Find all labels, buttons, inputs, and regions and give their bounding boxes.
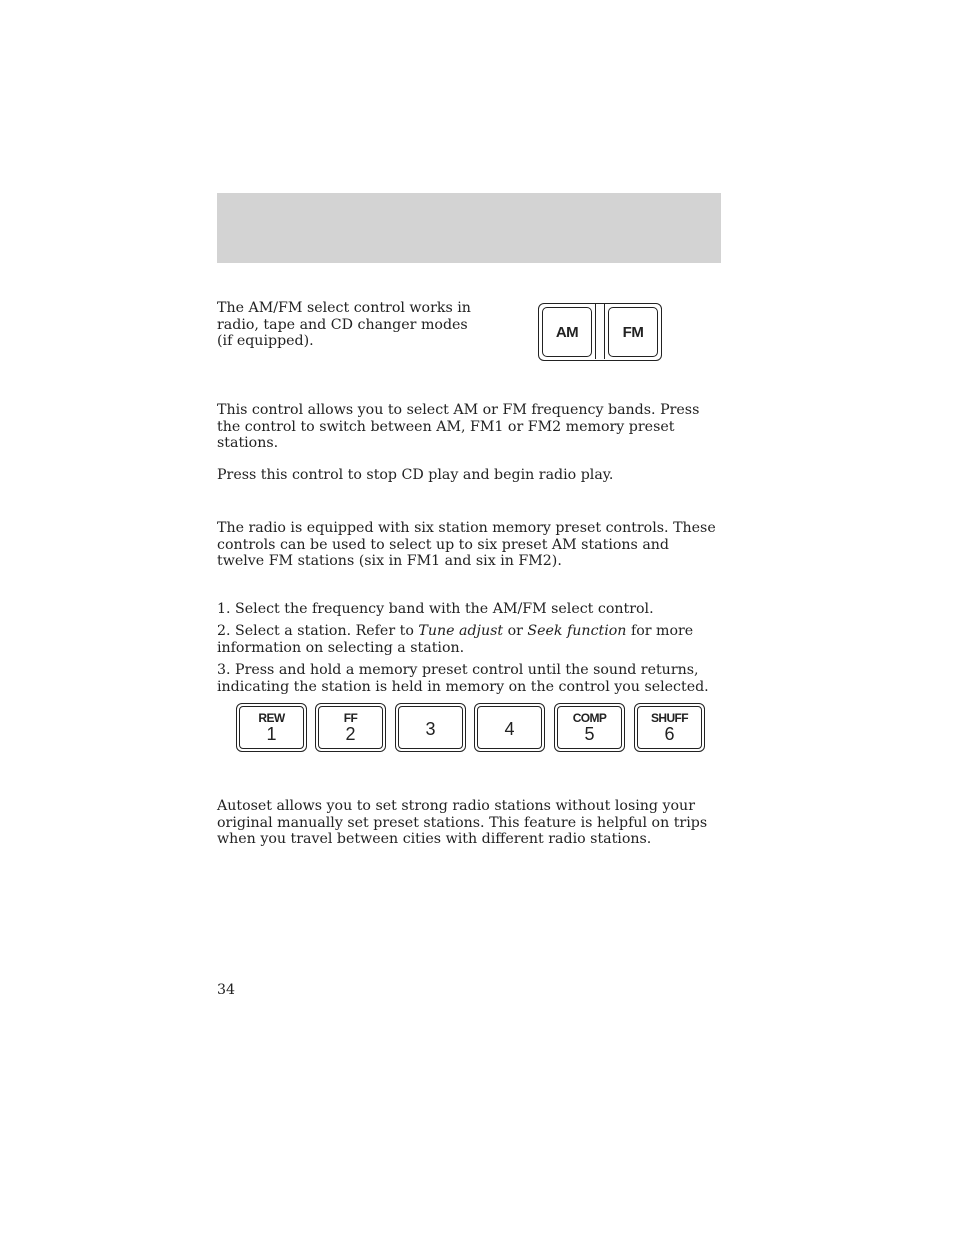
amfm-intro-text: The AM/FM select control works in radio, tape and CD changer modes (if equipped). xyxy=(217,300,471,349)
preset-label: COMP xyxy=(572,711,607,725)
am-button: AM xyxy=(542,307,592,357)
step-1: 1. Select the frequency band with the AM/FM select control. xyxy=(217,601,654,617)
preset-button-5-face xyxy=(557,706,622,749)
select-bands-paragraph: This control allows you to select AM or FM frequency bands. Press the control to switch between AM, FM1 or FM2 memory preset stations. xyxy=(217,402,700,451)
preset-button-4-face xyxy=(477,706,542,749)
step-2-suffix: for more information on selecting a station. xyxy=(217,623,694,656)
fm-button: FM xyxy=(608,307,658,357)
preset-button-2-face xyxy=(318,706,383,749)
autoset-paragraph: Autoset allows you to set strong radio stations without losing your original manually set preset stations. This feature is helpful on trips when you travel between cities with different radio stations. xyxy=(217,798,708,847)
preset-button-3-face xyxy=(398,706,463,749)
preset-button-6 xyxy=(634,703,705,752)
page-number: 34 xyxy=(217,982,236,998)
amfm-control-illustration xyxy=(538,303,662,361)
amfm-divider xyxy=(595,304,605,359)
preset-button-5 xyxy=(554,703,625,752)
preset-number: 4 xyxy=(504,719,515,739)
preset-number: 2 xyxy=(345,724,356,744)
section-header-band xyxy=(217,193,721,263)
preset-number: 5 xyxy=(584,724,595,744)
preset-button-1 xyxy=(236,703,307,752)
step-3: 3. Press and hold a memory preset control until the sound returns, indicating the station is held in memory on the control you selected. xyxy=(217,662,709,695)
preset-label: FF xyxy=(343,711,358,725)
preset-label: SHUFF xyxy=(651,711,688,725)
preset-button-1-face xyxy=(239,706,304,749)
preset-button-3 xyxy=(395,703,466,752)
stop-cd-paragraph: Press this control to stop CD play and begin radio play. xyxy=(217,467,614,483)
step-2-mid: or xyxy=(503,623,528,639)
preset-number: 6 xyxy=(664,724,675,744)
preset-label: REW xyxy=(258,711,285,725)
preset-button-2 xyxy=(315,703,386,752)
presets-paragraph: The radio is equipped with six station memory preset controls. These controls can be used to select up to six preset AM stations and twelve FM stations (six in FM1 and six in FM2). xyxy=(217,520,716,569)
preset-number: 1 xyxy=(266,724,277,744)
step-2-prefix: 2. Select a station. Refer to xyxy=(217,623,419,639)
preset-number: 3 xyxy=(425,719,436,739)
step-2 xyxy=(217,623,717,656)
preset-button-4 xyxy=(474,703,545,752)
preset-button-6-face xyxy=(637,706,702,749)
tune-adjust-reference: Tune adjust xyxy=(418,623,504,639)
seek-function-reference: Seek function xyxy=(527,623,627,639)
